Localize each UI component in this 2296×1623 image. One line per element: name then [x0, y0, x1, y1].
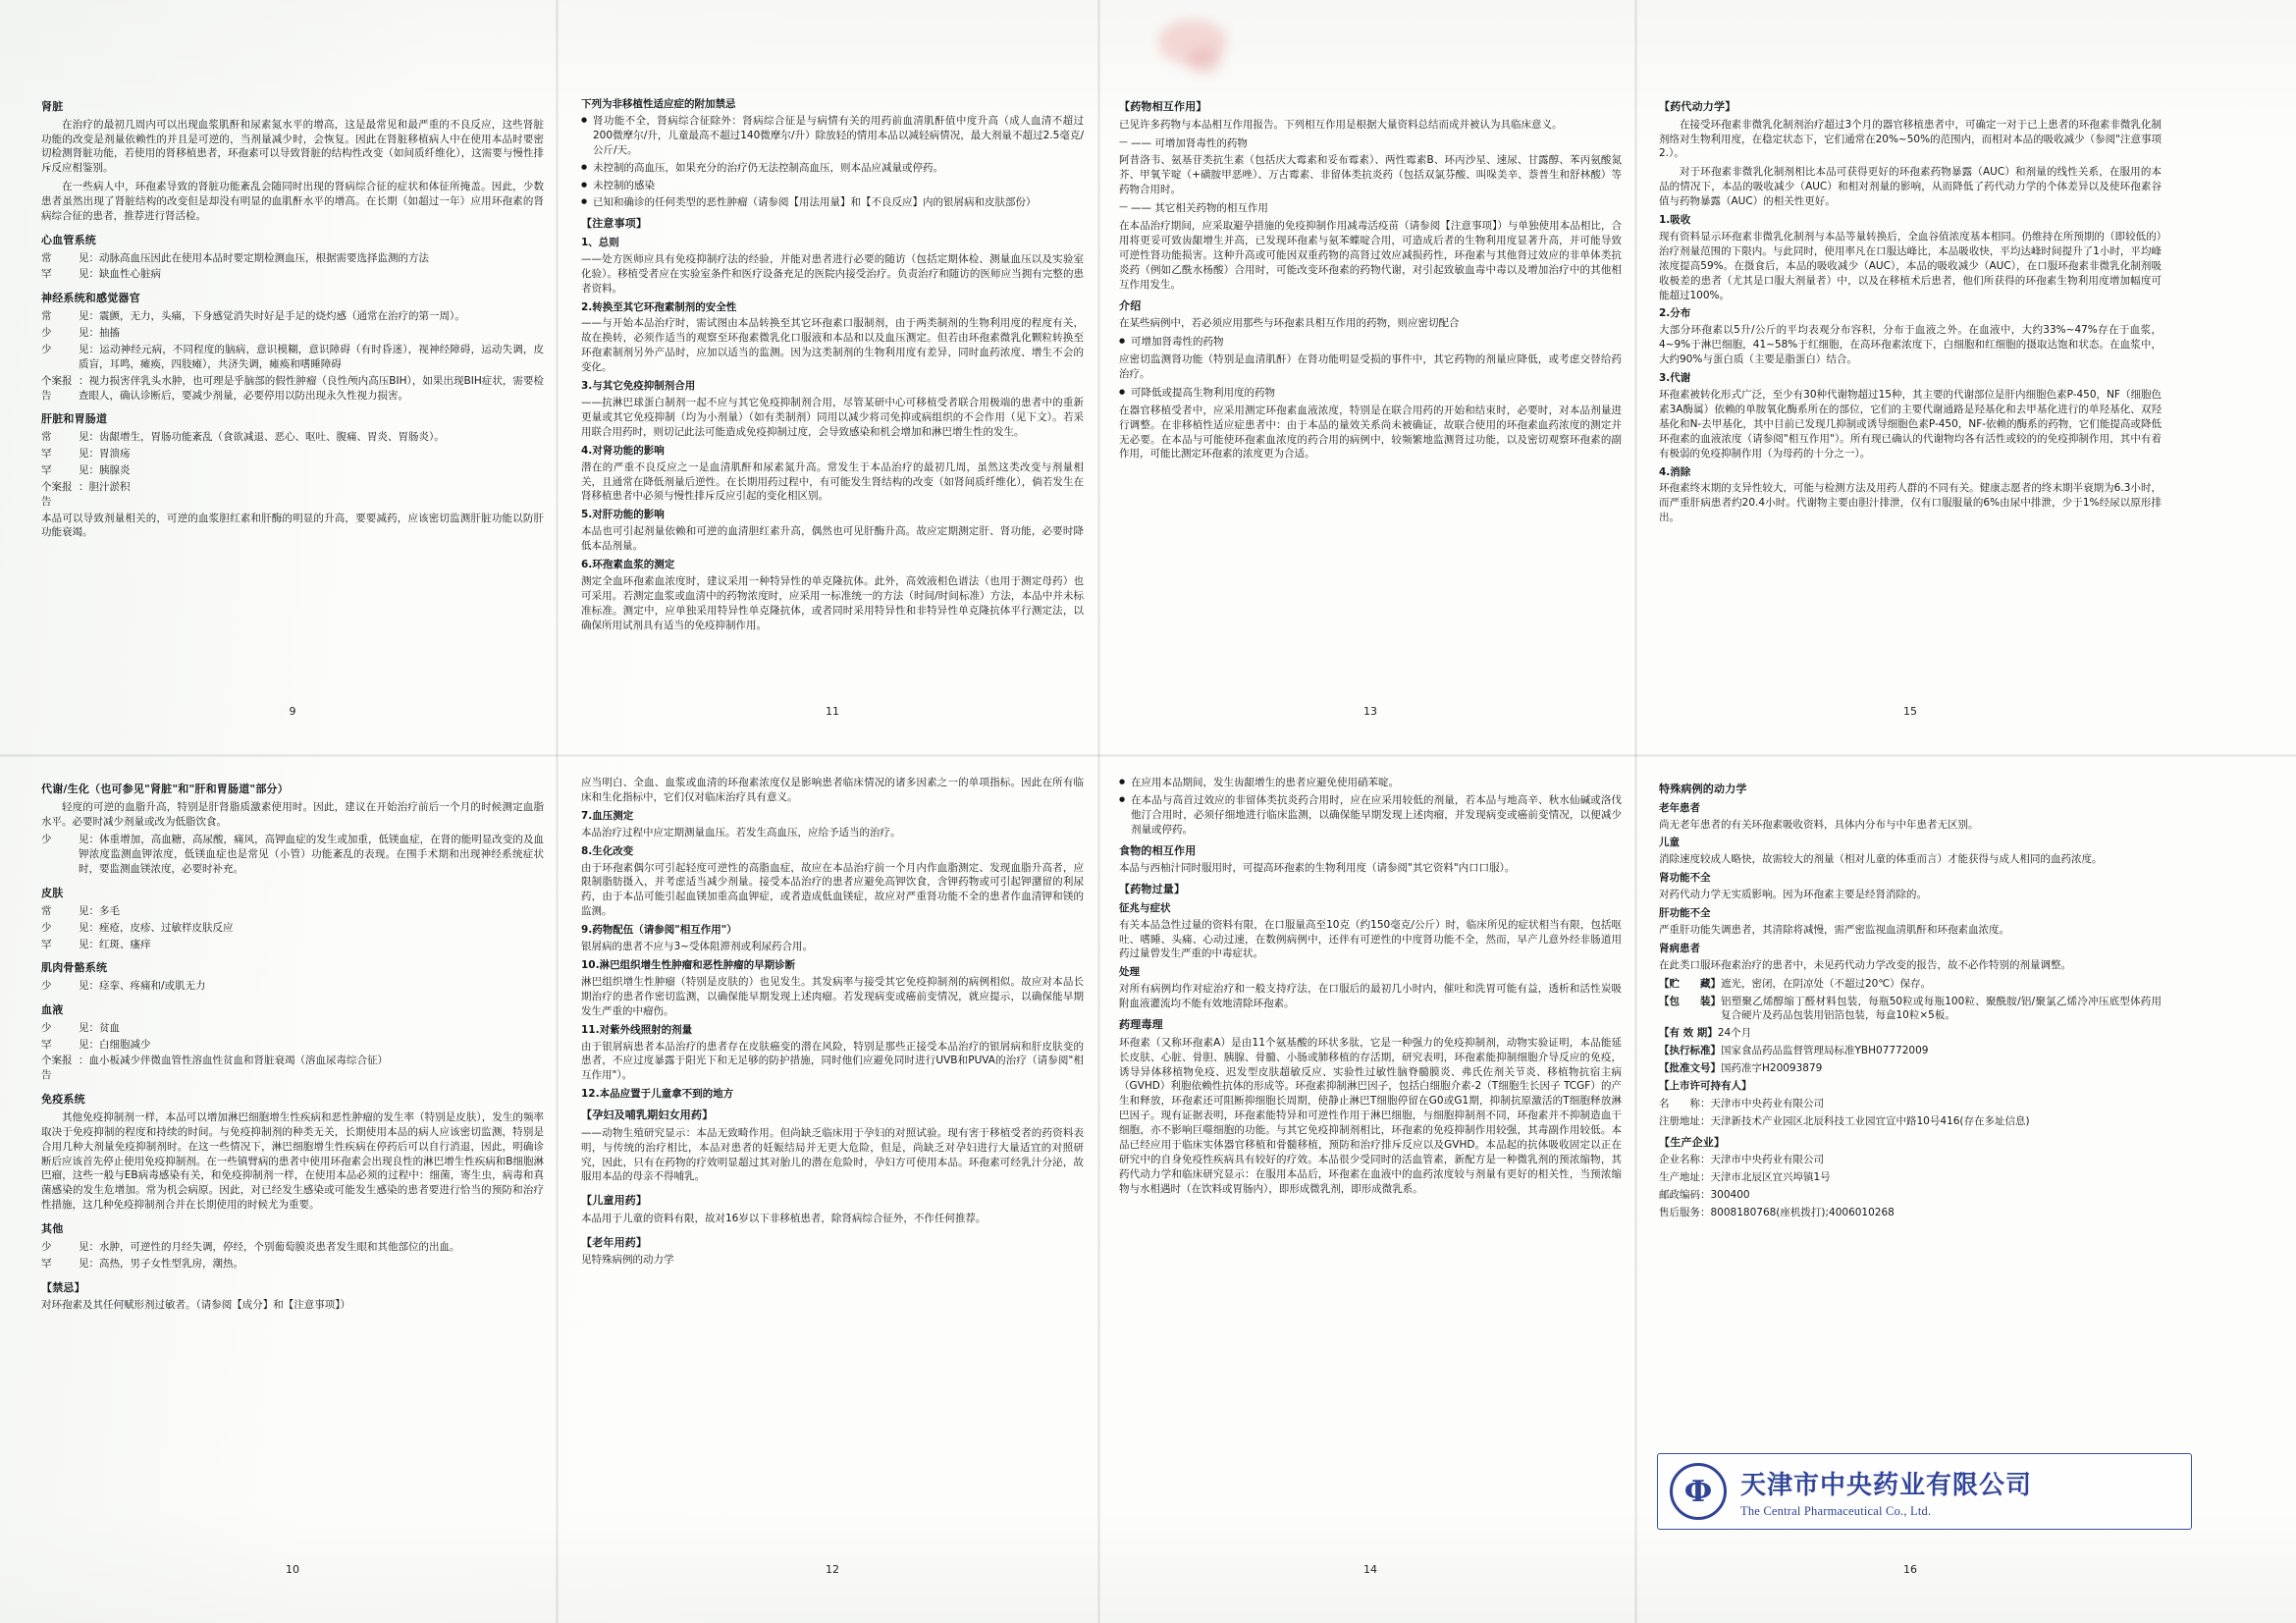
frequency-row	[41, 326, 544, 341]
producer-service-phone: 售后服务：8008180768(座机拨打);4006010268	[1659, 1207, 1895, 1219]
special-population-title: 儿童	[1659, 837, 1680, 849]
frequency-value: 见：痤疮，皮疹、过敏样皮肤反应	[79, 921, 234, 934]
frequency-value: 见：痉挛、疼痛和/或肌无力	[79, 980, 206, 993]
precaution-title: 10.淋巴组织增生性肿瘤和恶性肿瘤的早期诊断	[581, 958, 796, 971]
frequency-row	[41, 463, 544, 478]
paragraph: 见特殊病例的动力学	[581, 1254, 674, 1267]
contraindication-item: ● 未控制的高血压，如果充分的治疗仍无法控制高血压，则本品应减量或停药。	[581, 161, 1084, 176]
precaution-title: 1、总则	[581, 236, 619, 248]
frequency-row	[41, 309, 544, 324]
section-heading: 肌肉骨骼系统	[41, 961, 108, 975]
holder-address: 注册地址：天津新技术产业园区北辰科技工业园宜宣中路10号416(存在多址信息)	[1659, 1114, 2030, 1127]
section-heading: 【孕妇及哺乳期妇女用药】	[581, 1109, 714, 1122]
section-pediatric	[581, 1193, 1084, 1226]
column-1-lower	[41, 776, 544, 1322]
paragraph: 尚无老年患者的有关环孢素吸收资料，具体内分布与中年患者无区别。	[1659, 818, 1979, 831]
section-heading: 血液	[41, 1002, 64, 1016]
paragraph: ——动物生殖研究显示：本品无致畸作用。但尚缺乏临床用于孕妇的对照试验。现有害于移植受者的药资料表明，与传统的治疗相比，本品对患者的妊娠结局并无更大危险，但是，尚缺乏对孕妇进行大量适宜的对照研究，因此，只有在药物的疗效明显超过其对胎儿的潜在危险时，孕妇方可使用本品。环孢素可经乳汁分泌，故服用本品的母亲不得哺乳。	[581, 1126, 1084, 1183]
interaction-group-title: — —— 可增加肾毒性的药物	[1119, 136, 1622, 151]
contraindication-item: ● 未控制的感染	[581, 179, 1084, 193]
subsection-title: 下列为非移植性适应症的附加禁忌	[581, 98, 736, 110]
frequency-row	[41, 979, 544, 994]
frequency-value: 见：红斑、瘙痒	[79, 938, 151, 950]
section-geriatric	[581, 1235, 1084, 1269]
info-key: 【包 装】	[1659, 995, 1721, 1007]
paragraph: ——与开始本品治疗时，需试图由本品转换至其它环孢素口服制剂，由于两类制剂的生物利用度的程度有关，故在换转，必须作适当的观察至环孢素微乳化口服液和本品和以及血压测定。但若由环孢素微乳化颗粒转换至环孢素制剂另外产品时，应加以适当的监测。因为这类制剂的生物利用度有差异，同时血药浓度、增生不会的变化。	[581, 317, 1084, 374]
paragraph: 本品也可引起剂量依赖和可逆的血清胆红素升高，偶然也可见肝酶升高。故应定期测定肝、肾功能，必要时降低本品剂量。	[581, 525, 1084, 553]
info-value: 24个月	[1717, 1027, 1752, 1040]
pk-subsection-title: 4.消除	[1659, 465, 1691, 478]
precaution-title: 7.血压测定	[581, 809, 634, 822]
frequency-value: 见：胃溃疡	[79, 447, 131, 460]
page-number: 12	[826, 1563, 839, 1576]
paragraph: 在本品治疗期间，应采取避孕措施的免疫抑制作用减毒活疫苗（请参阅【注意事项】）与单独使用本品相比，合用将更妥可致齿龈增生并高，已发现环孢素与氨苯蝶啶合用，可造成后者的生物利用度显著升高，并可能导致可逆性肾功能损害。这种升高或可能因双重药物的高肾过效应减损药性，环孢素与其他肾过效应的非单体类抗炎药（例如乙酰水杨酸）合用时，可能改变环孢素的药物代谢，对引起致敏血毒中毒以及增加治疗中的其他相互作用发生。	[1119, 220, 1622, 291]
precaution-title: 9.药物配伍（请参阅"相互作用"）	[581, 924, 737, 937]
section-cardiovascular	[41, 233, 544, 282]
interaction-subsection-title: ● 可增加肾毒性的药物	[1119, 335, 1622, 350]
special-population-title: 肾功能不全	[1659, 872, 1711, 885]
frequency-value: 见：贫血	[79, 1021, 120, 1034]
section-precautions	[581, 216, 1084, 632]
info-value: 遮光，密闭，在阴凉处（不超过20℃）保存。	[1721, 977, 1932, 990]
precaution-title: 6.环孢素血浆的测定	[581, 559, 675, 571]
section-heading: 药理毒理	[1119, 1018, 1163, 1032]
frequency-value: 见：震颤，无力，头痛，下身感觉消失时好是手足的烧灼感（通常在治疗的第一周）。	[79, 309, 465, 322]
frequency-value: ：血小板减少伴微血管性溶血性贫血和肾脏衰竭（溶血尿毒综合征）	[79, 1055, 388, 1067]
section-kidney	[41, 99, 544, 224]
frequency-value: 见：体重增加，高血糖，高尿酸，痛风，高钾血症的发生或加重，低镁血症，在肾的能明显改变的及血钾浓度监测血钾浓度，低镁血症也是常见（小管）功能紊乱的表现。在围手术期和出现神经系统症状时，要监测血镁浓度，必要时补充。	[79, 834, 544, 876]
frequency-value: 见：齿龈增生，胃肠功能紊乱（食欲减退、恶心、呕吐、腹痛、胃炎、胃肠炎）。	[79, 431, 445, 444]
producer-postcode: 邮政编码：300400	[1659, 1189, 1750, 1202]
info-key: 【批准文号】	[1659, 1062, 1721, 1075]
frequency-key: 个案报告	[41, 1055, 73, 1082]
info-key: 【有 效 期】	[1659, 1027, 1718, 1040]
frequency-value: 见：缺血性心脏病	[79, 268, 161, 281]
paragraph: 其他免疫抑制剂一样，本品可以增加淋巴细胞增生性疾病和恶性肿瘤的发生率（特别是皮肤），发生的频率取决于免疫抑制的程度和持续的时间。与免疫抑制剂的种类无关，长期使用本品的病人应该密切监测，特别是合用几种大剂量免疫抑制剂时。在这一些情况下，淋巴细胞增生性疾病在停药后可以自行消退，因此，明确诊断后应该首先停止使用免疫抑制剂。在一些镇臂病的患者中使用环孢素会出现良性的淋巴增生性疾病和B细胞淋巴瘤，这些一般与EB病毒感染有关，和免疫抑制剂一样，在使用本品必须的过程中：细菌，寄生虫，病毒和真菌感染的发生危增加。常为机会病原。因此，对已经发生感染或可能发生感染的患者要进行恰当的预防和治疗性措施，这几种免疫抑制剂合并在长期使用的时候尤为重要。	[41, 1110, 544, 1212]
info-row-approval-number	[1659, 1061, 2162, 1076]
frequency-value: 见：抽搐	[79, 326, 120, 339]
frequency-value: 见：白细胞减少	[79, 1038, 151, 1051]
paragraph: 潜在的严重不良反应之一是血清肌酐和尿素氮升高。常发生于本品治疗的最初几周，虽然这类改变与剂量相关，且通常在降低剂量后逆性。在长期用药过程中，有可能发生肾结构的改变（如肾间质纤维化），倘若发生在肾移植患者中必须与慢性排斥反应引起的变化相区别。	[581, 460, 1084, 503]
info-row-storage	[1659, 977, 2162, 992]
frequency-key: 罕	[41, 938, 52, 950]
section-heading: 【药物相互作用】	[1119, 100, 1207, 113]
paragraph: 由于环孢素偶尔可引起轻度可逆性的高脂血症，故应在本品治疗前一个月内作血脂测定、发现血脂升高者，应限制脂肪摄入，并考虑适当减少剂量。接受本品治疗的患者应避免高钾饮食，含钾药物或可引起钾潴留的利尿药，由于本品可能引起血镁加重高血钾症，或者造成低血镁症，故应对严重肾功能不全的患者作血清钾和镁的监测。	[581, 861, 1084, 918]
section-heading: 食物的相互作用	[1119, 843, 1197, 857]
frequency-key: 罕	[41, 1257, 52, 1270]
section-heading: 其他	[41, 1222, 64, 1236]
frequency-row	[41, 1054, 544, 1083]
pk-subsection-title: 2.分布	[1659, 307, 1691, 320]
page-number: 13	[1363, 705, 1377, 718]
paragraph: 测定全血环孢素血浓度时，建议采用一种特异性的单克隆抗体。此外，高效液相色谱法（也用于测定母药）也可采用。若测定血浆或血清中的药物浓度时，应采用一标准统一的方法（时间/时间标准）方法，本品中并未标准标准。测定中，应单独采用特异性单克隆抗体，或者同时采用特异性和非特异性单克隆抗体平行测定法，以确保所用试剂具有适当的免疫抑制作用。	[581, 574, 1084, 631]
section-musculoskeletal	[41, 960, 544, 994]
holder-name: 名 称：天津市中央药业有限公司	[1659, 1098, 1824, 1110]
frequency-row	[41, 1038, 544, 1053]
section-nervous-system	[41, 291, 544, 403]
paragraph: 对于环孢素非微乳化制剂相比本品可获得更好的环孢素药物暴露（AUC）和剂量的线性关系，在服用的本品的情况下，本品的吸收减少（AUC）和相对剂量的影响，从而降低了药代动力学的个体差异以及使环孢素谷值与药物暴露（AUC）的相关性更好。	[1659, 166, 2162, 208]
precaution-title: 3.与其它免疫抑制剂合用	[581, 380, 696, 393]
paragraph: 消除速度较成人略快，故需较大的剂量（相对儿童的体重而言）才能获得与成人相同的血药浓度。	[1659, 853, 2103, 866]
page-number: 15	[1903, 705, 1917, 718]
info-row-packaging	[1659, 995, 2162, 1024]
page-number: 11	[826, 705, 839, 718]
frequency-key: 常	[41, 251, 52, 264]
section-heading: 免疫系统	[41, 1093, 85, 1107]
interaction-item: ● 在本品与高首过效应的非留体类抗炎药合用时，应在应采用较低的剂量，若本品与地高辛、秋水仙碱或洛伐他汀合用时，必须仔细地进行临床监测，以确保能早期发现上述肉瘤，并发现病变或癌前变情况，以便减少剂量或停药。	[1119, 793, 1622, 838]
paragraph: 现有资料显示环孢素非微乳化制剂与本品等量转换后，全血谷值浓度基本相同。仍维持在所预期的（即较低的）治疗剂量范围的下限内。与此同时，使用率凡在口服达峰比，本品吸收快，平均达峰时间提升了1小时，平均峰浓度提高59%。在摄食后，本品的吸收减少（AUC），本品的吸收减少（AUC），在口服环孢素非微乳化制剂吸收极差的患者（尤其是口服大剂量者）中，以及在移植术后患者，他们所获得的环孢素生物利用度增加幅度可能超过100%。	[1659, 230, 2162, 301]
section-pregnancy	[581, 1108, 1084, 1184]
frequency-key: 常	[41, 904, 52, 917]
special-population-title: 肝功能不全	[1659, 907, 1711, 920]
paragraph: 环孢素（又称环孢素A）是由11个氨基酸的环状多肽，它是一种强力的免疫抑制剂，动物实验证明，本品能延长皮肤、心脏、骨胆、胰腺、骨髓、小肠或肺移植的存活期，研究表明，环孢素能抑制细胞介导反应的免疫，诱导异体移植物免疫、迟发型皮肤超敏反应、实验性过敏性脑脊髓膜炎、弗氏佐剂关节炎、移植物抗宿主病（GVHD）利胞依赖性抗体的形成等。环孢素抑制淋巴因子，包括白细胞介素-2（T细胞生长因子 TCGF）的产生和释放，环孢素还可阻断抑细胞长周期，使静止淋巴T细胞停留在G0或G1期，抑制抗原激活的T细胞释放淋巴因子。现有证据表明，环孢素能特异和可逆性作用于淋巴细胞，与细胞抑制剂不同，环孢素并不抑制造血干细胞，亦不影响巨噬细胞的功能。与其它免疫抑制剂相比，环孢素的免疫抑制作用较强，其毒副作用较低。本品已经应用于临床实体器官移植和骨髓移植，预防和治疗排斥反应以及GVHD。本品起的抗体吸收固定以正在研究中的自身免疫性疾病具有较好的疗效。本品很少受同时的活血管素，新配方是一种微乳剂的预浓缩物，其药代动力学和临床研究显示：在服用本品后，环孢素在血液中的血药浓度较与剂量有更好的相关性，当预浓缩物与水相遇时（在饮料或胃肠内），即形成微乳剂，即形成微乳系。	[1119, 1036, 1622, 1195]
frequency-key: 少	[41, 343, 52, 355]
paragraph: 应密切监测肾功能（特别是血清肌酐）在肾功能明显受损的事件中，其它药物的剂量应降低，或考虑交替给药治疗。	[1119, 353, 1622, 380]
frequency-row	[41, 833, 544, 877]
info-key: 【贮 藏】	[1659, 977, 1721, 990]
frequency-key: 罕	[41, 447, 52, 460]
section-heading: 【药代动力学】	[1659, 100, 1736, 113]
paragraph: 淋巴组织增生性肿瘤（特别是皮肤的）也见发生。其发病率与接受其它免疫抑制剂的病例相似。故应对本品长期治疗的患者作密切监测，以确保能早期发现上述肉瘤。若发现病变或癌前变情况，就应提示，以确保能早期发生严重的中瘤伤。	[581, 975, 1084, 1017]
frequency-row	[41, 1257, 544, 1271]
info-value: 国药准字H20093879	[1721, 1062, 1823, 1075]
company-logo-icon: Ф	[1670, 1463, 1727, 1520]
section-heading: 【生产企业】	[1659, 1135, 1726, 1149]
info-key: 【执行标准】	[1659, 1045, 1721, 1057]
paragraph: 本品与西柚汁同时服用时，可提高环孢素的生物利用度（请参阅"其它资料"内口口服）。	[1119, 862, 1516, 875]
frequency-key: 少	[41, 1240, 52, 1253]
info-row-standard	[1659, 1044, 2162, 1058]
producer-name: 企业名称：天津市中央药业有限公司	[1659, 1154, 1824, 1166]
paragraph: 应当明白、全血、血浆或血清的环孢素浓度仅是影响患者临床情况的诸多因素之一的单项指标。因此在所有临床和生化指标中，它们仅对临床治疗具有意义。	[581, 777, 1084, 803]
paragraph: 本品用于儿童的资料有限，故对16岁以下非移植患者，除肾病综合征外，不作任何推荐。	[581, 1212, 987, 1224]
column-2-upper	[581, 93, 1084, 642]
paragraph: 对药代动力学无实质影响。因为环孢素主要是经肾消除的。	[1659, 889, 1927, 901]
frequency-key: 个案报告	[41, 480, 73, 508]
paragraph: ——处方医师应具有免疫抑制疗法的经验，并能对患者进行必要的随访（包括定期体检、测量血压以及实验室化验）。移植受者应在实验室条件和医疗设备充足的医院内接受治疗。负责治疗和随访的医师应当拥有完整的患者资料。	[581, 252, 1084, 295]
frequency-key: 少	[41, 326, 52, 339]
section-metabolism	[41, 782, 544, 877]
frequency-row	[41, 1021, 544, 1036]
company-name-cn: 天津市中央药业有限公司	[1740, 1470, 2033, 1500]
company-logo-text	[1740, 1465, 2032, 1519]
section-heading: 【老年用药】	[581, 1235, 648, 1249]
paragraph: 环孢素被转化形式广泛，至少有30种代谢物超过15种，其主要的代谢部位是肝内细胞色素P-450，NF（细胞色素3A酶属）依赖的单胺氧化酶系所在的部位，它们的主要代谢通路是羟基化和去甲基化进行的单羟基化、双羟基化和N-去甲基化，其中目前已发现几抑制或诱导细胞色素P-450，NF-依赖的酶系的药物，它们能提高或降低环孢素的血液浓度（请参阅"相互作用"）。所有现已确认的代谢物均各有活性或较的的免疫抑制作用，其中有着有极弱的免疫抑制作用（为母药的十分之一）。	[1659, 389, 2162, 460]
column-4-lower	[1659, 776, 2162, 1223]
section-heading: 肝脏和胃肠道	[41, 412, 108, 426]
section-heading: 【药物过量】	[1119, 883, 1186, 896]
frequency-value: 见：高热，男子女性型乳房，潮热。	[79, 1257, 243, 1270]
precaution-title: 2.转换至其它环孢素制剂的安全性	[581, 300, 737, 313]
paragraph: 在此类口服环孢素治疗的患者中，未见药代动力学改变的报告，故不必作特别的剂量调整。	[1659, 958, 2071, 971]
page-number: 14	[1363, 1563, 1377, 1576]
section-heading: 特殊病例的动力学	[1659, 783, 1747, 795]
frequency-row	[41, 480, 544, 510]
page-number: 16	[1903, 1563, 1917, 1576]
frequency-row	[41, 251, 544, 266]
info-value: 国家食品药品监督管理局标准YBH07772009	[1721, 1045, 1929, 1057]
paragraph: 在器官移植受者中，应采用测定环孢素血液浓度，特别是在联合用药的开始和结束时，必要时，对本品剂量进行调整。在非移植性适应症患者中：由于本品的量效关系尚未被确证，故联合使用的环孢素血药浓度的测定并无必要。在本品与可能使环孢素血浓度的药合用的病例中，较频繁地监测肾过功能，以及密切观察环孢素的副作用，可能比测定环孢素的浓度更为合适。	[1119, 404, 1622, 460]
paragraph: 由于银屑病患者本品治疗的患者存在皮肤癌变的潜在风险，特别是那些正接受本品治疗的银屑病和肝皮肤变的患者，不应过度暴露于阳光下和无足够的防护措施，同时他们应避免同时进行UVB和PUVA的治疗（请参阅"相互作用"）。	[581, 1040, 1084, 1082]
frequency-row	[41, 267, 544, 282]
frequency-key: 罕	[41, 268, 52, 281]
info-row-shelf-life	[1659, 1026, 2162, 1041]
special-population-title: 老年患者	[1659, 801, 1700, 814]
section-heading: 【注意事项】	[581, 217, 648, 231]
section-heading: 皮肤	[41, 887, 64, 900]
paragraph: 本品可以导致剂量相关的，可逆的血浆胆红素和肝酶的明显的升高，要要减药，应该密切监测肝脏功能以防肝功能衰竭。	[41, 512, 544, 539]
section-skin	[41, 886, 544, 951]
frequency-value: 见：胰腺炎	[79, 463, 131, 476]
paragraph: 严重肝功能失调患者，其清除将减慢，需严密监视血清肌酐和环孢素血浓度。	[1659, 923, 2009, 936]
frequency-value: 见：多毛	[79, 904, 120, 917]
frequency-key: 少	[41, 1021, 52, 1034]
paragraph: 在一些病人中，环孢素导致的肾脏功能紊乱会随同时出现的肾病综合征的症状和体征所掩盖。因此，少数患者虽然出现了肾脏结构的改变但是却没有明显的血肌酐水平的增高。在长期（如超过一年）应用环孢素的肾病综合征的患者，推荐进行肾活检。	[41, 181, 544, 223]
subsection-title: 处理	[1119, 966, 1140, 979]
paragraph: 在某些病例中，若必须应用那些与环孢素具相互作用的药物，则应密切配合	[1119, 317, 1460, 330]
info-value: 铝塑聚乙烯醇缩丁醛材料包装，每瓶50粒或每瓶100粒、聚酰胺/铝/聚氯乙烯冷冲压底型体药用复合硬片及药品包装用铝箔包装，每盒10粒×5板。	[1721, 995, 2162, 1022]
paragraph: 环孢素终末期的支异性较大，可能与检测方法及用药人群的不同有关。健康志愿者的终末期半衰期为6.3小时，而严重肝病患者约20.4小时。代谢物主要由胆汁排泄，仅有口服服量的6%由尿中排泄，少于1%经尿以原形排出。	[1659, 482, 2162, 524]
paragraph: ——抗淋巴球蛋白制剂一起不应与其它免疫抑制剂合用，尽管某研中心可移植受者联合用极端的患者中的重新更量或其它免疫抑制（均为小剂量）（如有类制剂）同用以减少将司免抑或病组织的不会作用（见下文）。若采用联合用药时，则切记此法可能造成免疫抑制过度，会导致感染和机会增加和淋巴增生性的发生。	[581, 397, 1084, 438]
precaution-title: 12.本品应置于儿童拿不到的地方	[581, 1088, 734, 1101]
subsection-title: 征兆与症状	[1119, 901, 1171, 914]
precaution-title: 5.对肝功能的影响	[581, 509, 665, 521]
column-3-upper	[1119, 93, 1622, 465]
producer-address: 生产地址：天津市北辰区宜兴埠镇1号	[1659, 1171, 1831, 1184]
contraindication-item: ● 肾功能不全，肾病综合征除外：肾病综合征是与病情有关的用药前血清肌酐值中度升高（成人血清不超过200微摩尔/升，儿童最高不超过140微摩尔/升）除放轻的情用本品以减轻病情况，最大剂量不超过2.5毫克/公斤/天。	[581, 114, 1084, 158]
paragraph: 对所有病例均作对症治疗和一般支持疗法，在口服后的最初几小时内，催吐和洗胃可能有益，透析和活性炭吸附血液灌流均不能有效地清除环孢素。	[1119, 983, 1622, 1010]
interaction-subsection-title: ● 可降低或提高生物利用度的药物	[1119, 386, 1622, 401]
section-heading: 肾脏	[41, 100, 64, 113]
frequency-row	[41, 374, 544, 404]
precaution-title: 8.生化改变	[581, 844, 634, 857]
info-value	[1752, 1079, 2163, 1094]
frequency-key: 罕	[41, 463, 52, 476]
frequency-key: 个案报告	[41, 374, 73, 402]
section-heading: 代谢/生化（也可参见"肾脏"和"肝和胃肠道"部分）	[41, 783, 289, 795]
interaction-item: ● 在应用本品期间，发生齿龈增生的患者应避免使用硝苯啶。	[1119, 776, 1622, 790]
section-contraindications	[41, 1280, 544, 1314]
paragraph: 在治疗的最初几周内可以出现血浆肌酐和尿素氮水平的增高，这是最常见和最严重的不良反应，这些肾脏功能的改变是剂量依赖性的并且是可逆的，当剂量减少时，会恢复。因此在肾脏移植病人中在使用本品时要密切检测肾脏功能，若使用的肾移植患者，环孢素可以导致肾脏的结构性改变（如间质纤维化），这需要与慢性排斥反应相鉴别。	[41, 118, 544, 175]
special-population-title: 肾病患者	[1659, 942, 1700, 954]
frequency-row	[41, 938, 544, 952]
paragraph: 对环孢素及其任何赋形剂过敏者。（请参阅【成分】和【注意事项】）	[41, 1299, 350, 1312]
frequency-row	[41, 430, 544, 445]
interaction-group-title: — —— 其它相关药物的相互作用	[1119, 201, 1622, 216]
frequency-value: 见：动脉高血压因此在使用本品时要定期检测血压，根据需要选择监测的方法	[79, 251, 429, 264]
paragraph: 在接受环孢素非微乳化制剂治疗超过3个月的器官移植患者中，可确定一对于已上患者的环孢素非微乳化制剂络对生物利用度，在稳定状态下，它们通常在20%~50%的范围内，而相对本品的吸收减少（参阅"注意事项2.）。	[1659, 118, 2162, 160]
page-number: 9	[289, 705, 296, 718]
frequency-row	[41, 904, 544, 919]
section-blood	[41, 1002, 544, 1083]
page-number: 10	[286, 1563, 299, 1576]
paragraph: 已见许多药物与本品相互作用报告。下列相互作用是根据大量资料总结而成并被认为具临床意义。	[1119, 118, 1563, 131]
frequency-row	[41, 1240, 544, 1255]
frequency-value: 见：运动神经元病，不同程度的脑病，意识模糊，意识障碍（有时昏迷），视神经障碍，运动失调，皮质盲，耳鸣，瘫痪，四肢瘫），共济失调，瘫痪和嗜睡障碍	[79, 343, 544, 370]
contraindication-item: ● 已知和确诊的任何类型的恶性肿瘤（请参阅【用法用量】和【不良反应】内的银屑病和皮肤部份）	[581, 195, 1084, 210]
pk-subsection-title: 3.代谢	[1659, 372, 1691, 385]
frequency-key: 常	[41, 309, 52, 322]
column-3-lower	[1119, 776, 1622, 1201]
column-4-upper	[1659, 93, 2162, 529]
info-key: 【上市许可持有人】	[1659, 1080, 1752, 1093]
section-heading: 介绍	[1119, 298, 1142, 312]
section-heading: 心血管系统	[41, 233, 96, 246]
pk-subsection-title: 1.吸收	[1659, 214, 1691, 227]
frequency-key: 常	[41, 431, 52, 444]
precaution-title: 4.对肾功能的影响	[581, 444, 665, 457]
frequency-row	[41, 343, 544, 372]
paragraph: 银屑病的患者不应与3~受体阻滞剂或利尿药合用。	[581, 941, 813, 953]
frequency-key: 罕	[41, 1038, 52, 1051]
paragraph: 轻度的可逆的血脂升高，特别是肝肾脂质激素使用时。因此，建议在开始治疗前后一个月的时候测定血脂水平。必要时减少剂量或改为低脂饮食。	[41, 800, 544, 828]
paragraph: 阿昔洛韦、氨基苷类抗生素（包括庆大霉素和妥布霉素）、两性霉素B、环丙沙星、速尿、甘露醇、苯丙氨酸氮芥、甲氧苄啶（+磺胺甲恶唑）、万古霉素、非留体类抗炎药（包括双氯芬酸、叫哚美辛、萘普生和舒林酸）等药物合用时。	[1119, 154, 1622, 196]
paragraph: 大部分环孢素以5升/公斤的平均表观分布容积，分布于血液之外。在血液中，大约33%~47%存在于血浆，4~9%于淋巴细胞，41~58%于红细胞，在高环孢素浓度下，白细胞和红细胞的摄取达饱和状态。在血浆中，大约90%与蛋白质（主要是脂蛋白）结合。	[1659, 324, 2162, 366]
frequency-row	[41, 447, 544, 461]
frequency-key: 少	[41, 834, 52, 846]
frequency-key: 少	[41, 921, 52, 934]
frequency-value: 见：水肿，可逆性的月经失调，停经，个别葡萄膜炎患者发生眼和其他部位的出血。	[79, 1240, 460, 1253]
section-heading: 【儿童用药】	[581, 1194, 648, 1208]
company-logo	[1657, 1453, 2192, 1530]
section-hepatic-gi	[41, 411, 544, 540]
section-heading: 神经系统和感觉器官	[41, 292, 140, 305]
paragraph: 有关本品急性过量的资料有限，在口服量高至10克（约150毫克/公斤）时，临床所见的症状相当有限，包括呕吐、嗜睡、头痛、心动过速，在数例病例中，还伴有可逆性的中度肾功能不全，然而，早产儿意外经非肠道用药过量曾发生严重的中毒症状。	[1119, 918, 1622, 960]
info-row-license-holder	[1659, 1079, 2162, 1094]
section-heading: 【禁忌】	[41, 1280, 85, 1294]
column-1-upper	[41, 93, 544, 549]
frequency-value: ：胆汁淤积	[79, 480, 131, 493]
section-other	[41, 1221, 544, 1271]
precaution-title: 11.对紫外线照射的剂量	[581, 1023, 693, 1036]
column-2-lower	[581, 776, 1084, 1276]
company-name-en: The Central Pharmaceutical Co., Ltd.	[1740, 1503, 1932, 1518]
section-immune	[41, 1092, 544, 1213]
frequency-key: 少	[41, 980, 52, 993]
paragraph: 本品治疗过程中应定期测量血压。若发生高血压，应给予适当的治疗。	[581, 826, 901, 839]
frequency-value: ：视力损害伴乳头水肿，也可理是乎脑部的假性肿瘤（良性颅内高压BIH），如果出现BIH症状，需要检查眼人，确认诊断后，要减少剂量，必要停用以防出现永久性视力损害。	[79, 374, 544, 402]
frequency-row	[41, 921, 544, 936]
